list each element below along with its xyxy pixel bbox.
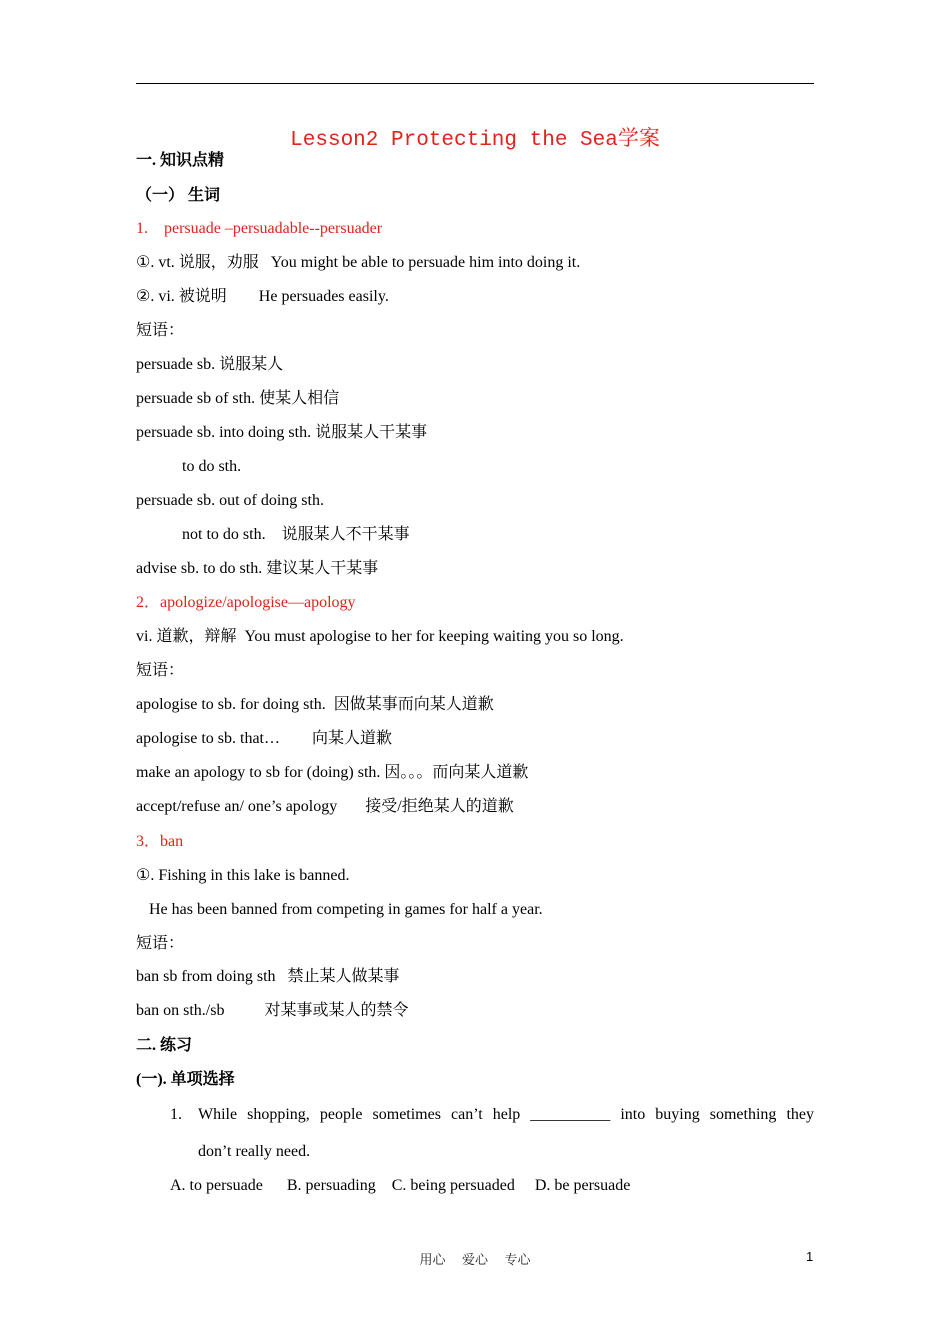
header-rule — [136, 83, 814, 84]
phrase-line: ban sb from doing sth 禁止某人做某事 — [136, 968, 400, 985]
word-heading-persuade: 1. persuade –persuadable--persuader — [136, 220, 383, 237]
question-text-continued: don’t really need. — [198, 1143, 311, 1160]
section-heading-1: 一. 知识点精 — [136, 152, 225, 169]
question-options: A. to persuade B. persuading C. being persuaded D. be persuade — [170, 1177, 631, 1194]
phrase-line: apologise to sb. that… 向某人道歉 — [136, 730, 392, 747]
phrase-line: advise sb. to do sth. 建议某人干某事 — [136, 560, 379, 577]
word-heading-apologize: 2．apologize/apologise—apology — [136, 594, 356, 611]
example-line: ①. Fishing in this lake is banned. — [136, 867, 350, 884]
definition-line: vi. 道歉，辩解 You must apologise to her for keeping waiting you so long. — [136, 628, 624, 645]
document-title — [0, 122, 950, 152]
phrase-label: 短语： — [136, 662, 185, 679]
phrase-line: persuade sb. 说服某人 — [136, 356, 284, 373]
page-footer: 用心 爱心 专心 — [419, 1253, 531, 1268]
phrase-line: persuade sb. out of doing sth. — [136, 492, 324, 509]
title-chinese: 学案 — [617, 126, 660, 150]
word-heading-ban: 3．ban — [136, 833, 184, 850]
question-number: 1. — [170, 1106, 182, 1123]
subsection-heading-vocab: （一） 生词 — [136, 187, 221, 204]
phrase-label: 短语： — [136, 935, 185, 952]
title-english: Lesson2 Protecting the Sea — [290, 129, 618, 152]
phrase-line: persuade sb of sth. 使某人相信 — [136, 390, 340, 407]
definition-line: ②. vi. 被说明 He persuades easily. — [136, 288, 389, 305]
section-heading-2: 二. 练习 — [136, 1037, 193, 1054]
phrase-line: apologise to sb. for doing sth. 因做某事而向某人道歉 — [136, 696, 494, 713]
phrase-label: 短语： — [136, 322, 185, 339]
phrase-line: ban on sth./sb 对某事或某人的禁令 — [136, 1002, 409, 1019]
definition-line: ①. vt. 说服，劝服 You might be able to persuade him into doing it. — [136, 254, 581, 271]
phrase-line: accept/refuse an/ one’s apology 接受/拒绝某人的道歉 — [136, 798, 514, 815]
question-text: While shopping, people sometimes can’t help __________ into buying something they — [198, 1106, 814, 1123]
phrase-line: make an apology to sb for (doing) sth. 因。。。而向某人道歉 — [136, 764, 529, 781]
subsection-heading-mcq: (一). 单项选择 — [136, 1071, 235, 1088]
phrase-line: not to do sth. 说服某人不干某事 — [182, 526, 410, 543]
example-line: He has been banned from competing in games for half a year. — [149, 901, 543, 918]
phrase-line: persuade sb. into doing sth. 说服某人干某事 — [136, 424, 428, 441]
phrase-line: to do sth. — [182, 458, 242, 475]
page-number: 1 — [806, 1249, 814, 1264]
